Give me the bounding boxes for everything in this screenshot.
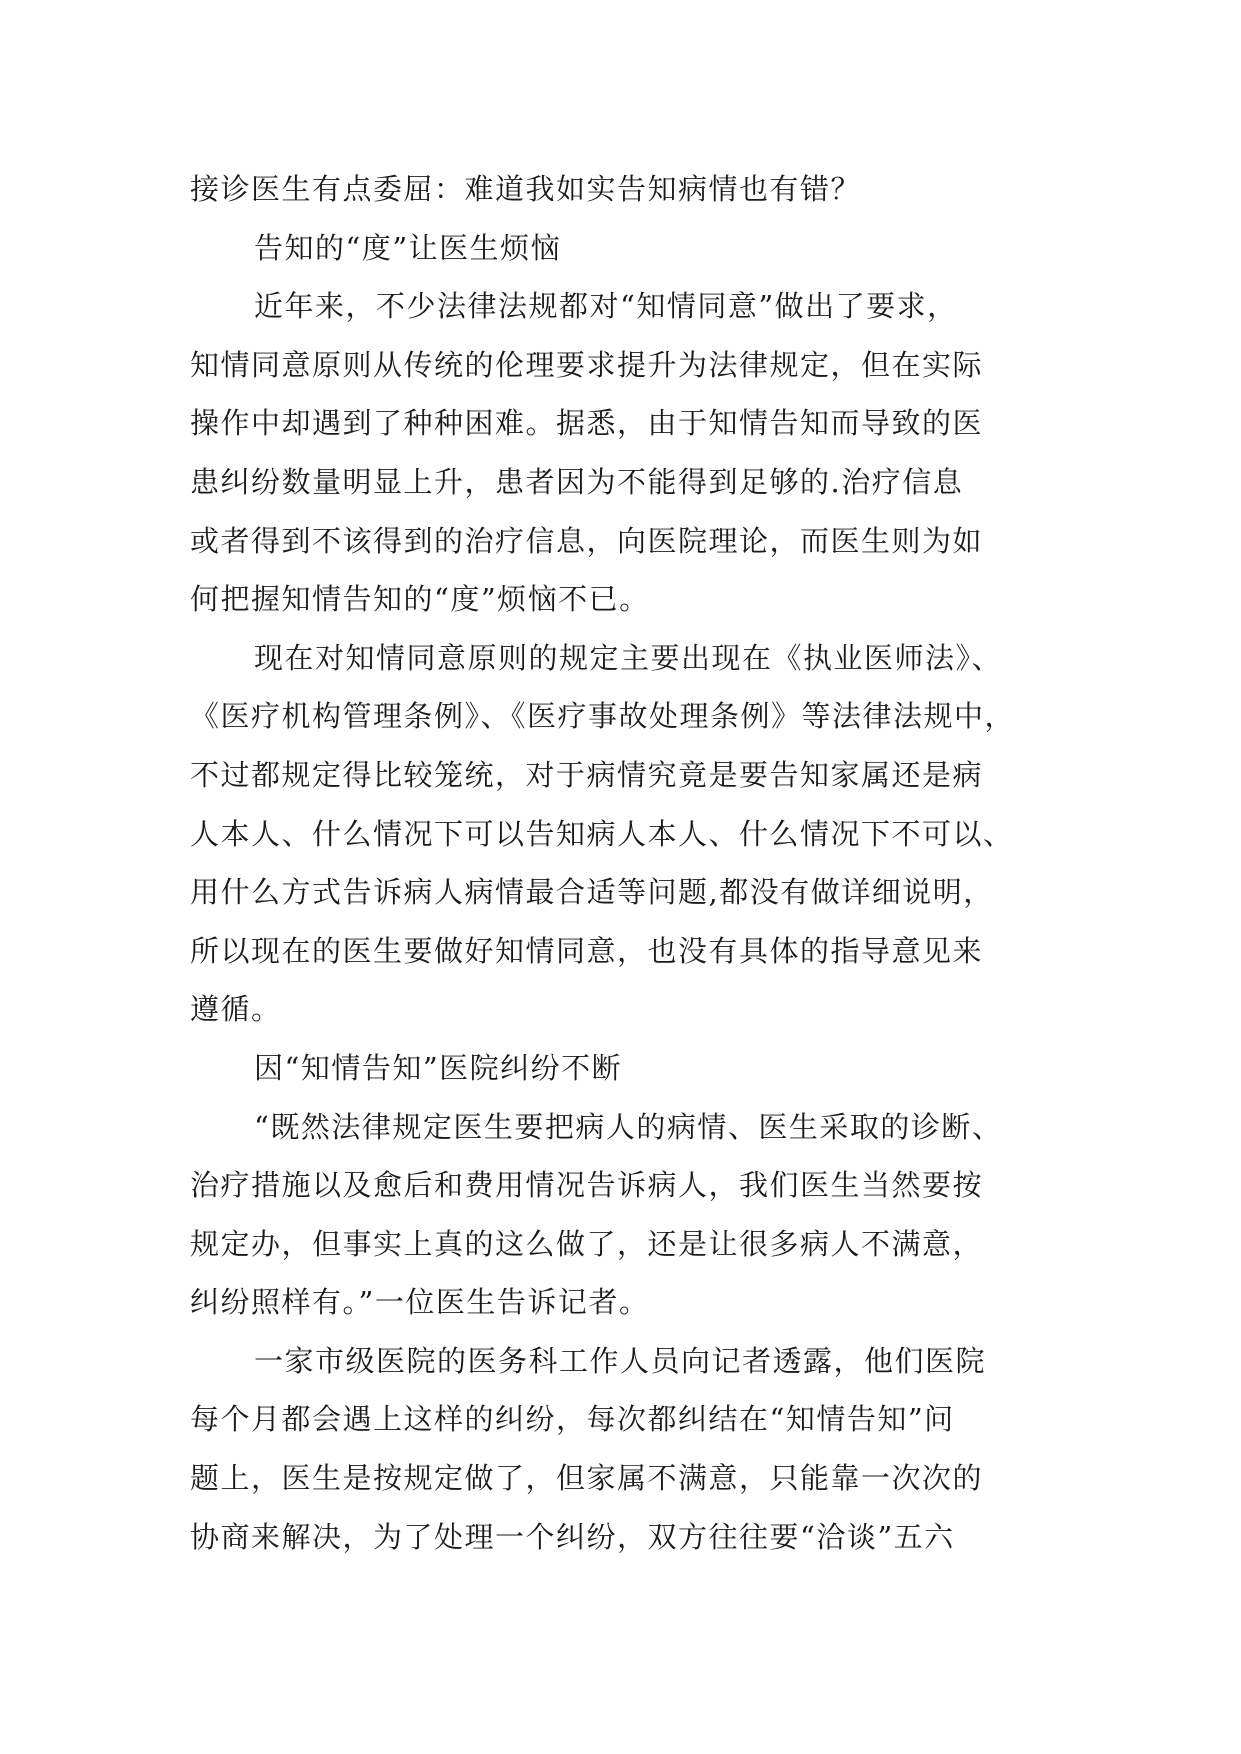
paragraph-line: 近年来，不少法律法规都对“知情同意”做出了要求，	[254, 289, 958, 324]
paragraph-line: 或者得到不该得到的治疗信息，向医院理论，而医生则为如	[190, 523, 984, 558]
paragraph-line: 不过都规定得比较笼统，对于病情究竟是要告知家属还是病	[190, 757, 984, 792]
paragraph-line: 用什么方式告诉病人病情最合适等问题,都没有做详细说明，	[190, 875, 994, 910]
paragraph-line: “既然法律规定医生要把病人的病情、医生采取的诊断、	[254, 1109, 1003, 1144]
paragraph-line: 规定办，但事实上真的这么做了，还是让很多病人不满意，	[190, 1226, 984, 1261]
paragraph-line: 人本人、什么情况下可以告知病人本人、什么情况下不可以、	[190, 816, 1014, 851]
section-heading: 因“知情告知”医院纠纷不断	[254, 1050, 623, 1085]
paragraph-line: 协商来解决，为了处理一个纠纷，双方往往要“洽谈”五六	[190, 1519, 955, 1554]
paragraph-line: 一家市级医院的医务科工作人员向记者透露，他们医院	[254, 1343, 987, 1378]
paragraph-line: 接诊医生有点委屈：难道我如实告知病情也有错？	[190, 172, 862, 206]
paragraph-line: 所以现在的医生要做好知情同意，也没有具体的指导意见来	[190, 933, 984, 968]
paragraph-line: 遵循。	[190, 992, 282, 1027]
paragraph-line: 现在对知情同意原则的规定主要出现在《执业医师法》、	[254, 640, 1003, 675]
paragraph-line: 何把握知情告知的“度”烦恼不已。	[190, 582, 650, 617]
document-body	[190, 160, 1070, 1566]
paragraph-line: 患纠纷数量明显上升，患者因为不能得到足够的.治疗信息	[190, 464, 964, 499]
paragraph-line: 纠纷照样有。”一位医生告诉记者。	[190, 1285, 650, 1320]
section-heading: 告知的“度”让医生烦恼	[254, 230, 562, 265]
paragraph-line: 每个月都会遇上这样的纠纷，每次都纠结在“知情告知”问	[190, 1402, 955, 1437]
paragraph-line: 题上，医生是按规定做了，但家属不满意，只能靠一次次的	[190, 1461, 984, 1496]
paragraph-line: 治疗措施以及愈后和费用情况告诉病人，我们医生当然要按	[190, 1168, 984, 1203]
paragraph-line: 《医疗机构管理条例》、《医疗事故处理条例》等法律法规中，	[190, 699, 1016, 734]
paragraph-line: 操作中却遇到了种种困难。据悉，由于知情告知而导致的医	[190, 406, 984, 441]
paragraph-line: 知情同意原则从传统的伦理要求提升为法律规定，但在实际	[190, 347, 984, 382]
